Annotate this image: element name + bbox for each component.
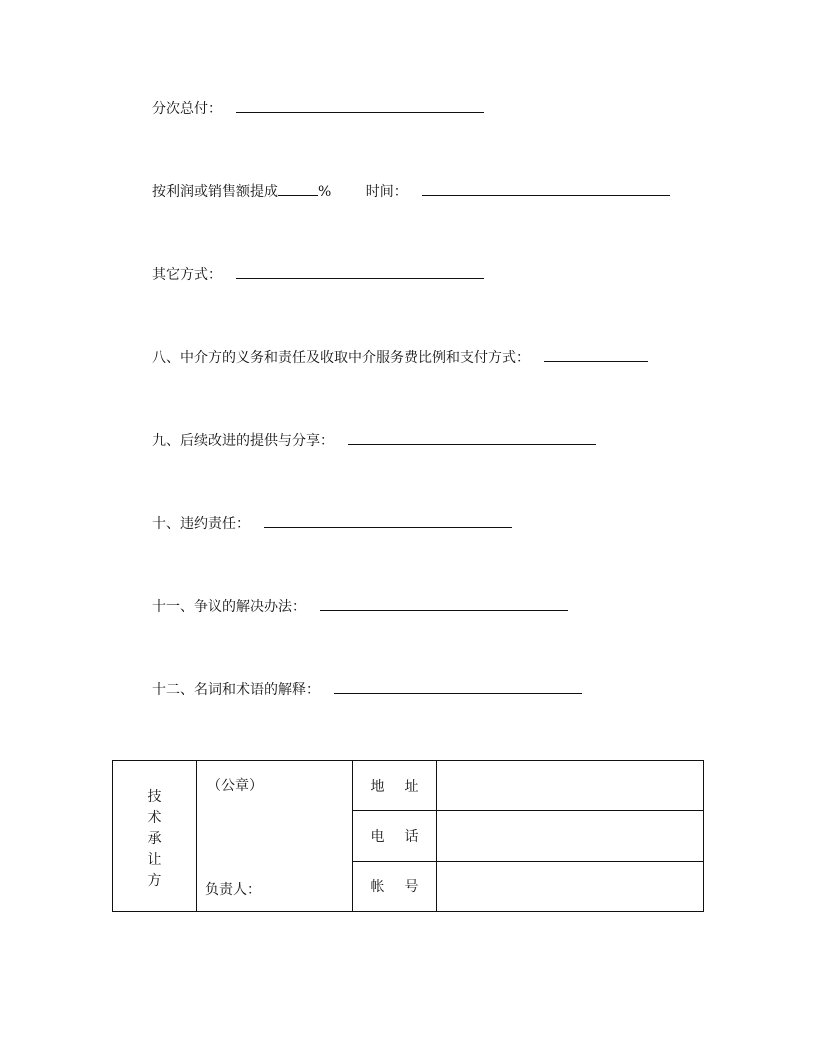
royalty-time-label: 时间： (365, 184, 408, 200)
clause-8-label: 八、中介方的义务和责任及收取中介服务费比例和支付方式： (152, 350, 530, 366)
clause-12-line (152, 679, 582, 699)
installment-blank[interactable] (236, 98, 484, 113)
clause-9-blank[interactable] (348, 430, 596, 445)
clause-11-line (152, 596, 568, 616)
clause-12-label: 十二、名词和术语的解释： (152, 682, 320, 698)
phone-label: 电 话 (353, 811, 437, 861)
clause-9-line (152, 430, 596, 450)
clause-11-blank[interactable] (320, 596, 568, 611)
clause-11-label: 十一、争议的解决办法： (152, 599, 306, 615)
other-method-line (152, 264, 484, 284)
phone-field[interactable] (437, 811, 704, 861)
clause-8-blank[interactable] (544, 347, 648, 362)
clause-10-label: 十、违约责任： (152, 516, 250, 532)
party-name-cell (113, 761, 197, 912)
clause-9-label: 九、后续改进的提供与分享： (152, 433, 334, 449)
royalty-label: 按利润或销售额提成 (152, 184, 278, 200)
clause-12-blank[interactable] (334, 679, 582, 694)
party-char: 让 (147, 851, 162, 868)
seal-cell[interactable] (197, 761, 353, 912)
party-name-vertical (148, 781, 162, 892)
other-method-label: 其它方式： (152, 267, 222, 283)
party-char: 术 (147, 809, 162, 826)
address-field[interactable] (437, 761, 704, 811)
clause-10-line (152, 513, 512, 533)
address-label: 地 址 (353, 761, 437, 811)
signature-table (112, 760, 704, 912)
royalty-time-blank[interactable] (422, 181, 670, 196)
party-char: 方 (147, 872, 162, 889)
account-label: 帐 号 (353, 861, 437, 911)
account-field[interactable] (437, 861, 704, 911)
other-method-blank[interactable] (236, 264, 484, 279)
installment-label: 分次总付： (152, 101, 222, 117)
seal-label: （公章） (207, 778, 263, 794)
royalty-percent-unit: % (318, 184, 332, 200)
installment-line (152, 98, 484, 118)
clause-8-line (152, 347, 648, 367)
royalty-line (152, 181, 670, 201)
responsible-person-label: 负责人： (205, 882, 261, 898)
party-char: 承 (147, 830, 162, 847)
party-char: 技 (147, 788, 162, 805)
clause-10-blank[interactable] (264, 513, 512, 528)
royalty-percent-blank[interactable] (278, 181, 318, 196)
